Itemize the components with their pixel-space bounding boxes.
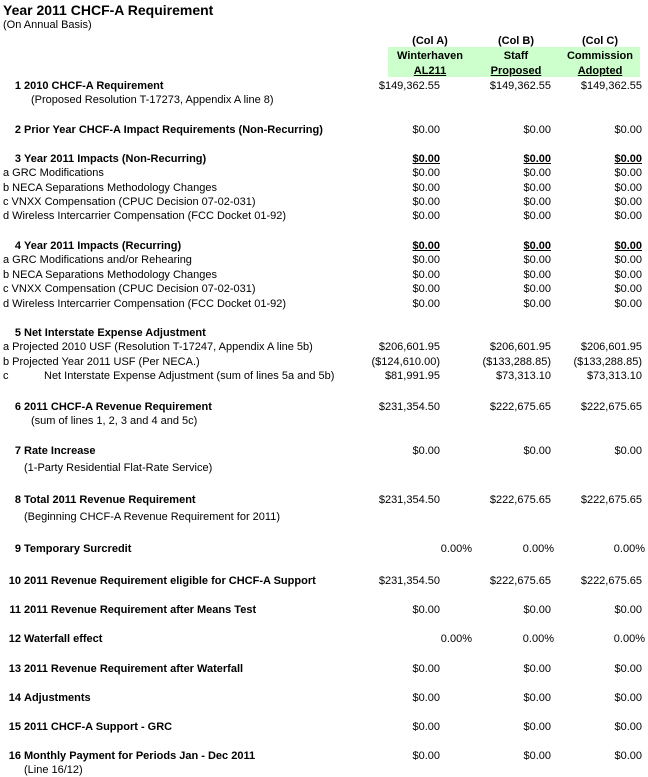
value-col-c: $0.00	[614, 604, 642, 616]
value-col-a: $0.00	[412, 663, 440, 675]
table-row	[0, 493, 648, 507]
value-col-b: $222,675.65	[489, 575, 551, 587]
table-row	[0, 181, 648, 195]
row-number: 15	[8, 721, 21, 733]
value-col-c: $0.00	[614, 240, 642, 252]
row-number: 10	[8, 575, 21, 587]
table-row-note	[0, 414, 648, 428]
row-number: 5	[14, 327, 21, 339]
row-number: 14	[8, 692, 21, 704]
value-col-a: $0.00	[412, 445, 440, 457]
table-row	[0, 574, 648, 588]
value-col-a: $0.00	[412, 240, 440, 252]
row-number: 1	[14, 80, 21, 92]
value-col-a: $0.00	[412, 254, 440, 266]
row-note: (1-Party Residential Flat-Rate Service)	[24, 462, 213, 474]
value-col-b: $0.00	[523, 750, 551, 762]
row-label: c VNXX Compensation (CPUC Decision 07-02-031)	[3, 283, 256, 295]
row-label: Prior Year CHCF-A Impact Requirements (Non-Recurring)	[24, 124, 323, 136]
value-col-a: $0.00	[412, 750, 440, 762]
table-row	[0, 123, 648, 137]
row-number: 6	[14, 401, 21, 413]
table-row	[0, 253, 648, 267]
table-row	[0, 691, 648, 705]
value-col-a: $0.00	[412, 182, 440, 194]
value-col-b: $0.00	[523, 692, 551, 704]
value-col-c: 0.00%	[613, 543, 645, 555]
table-row-note	[0, 461, 648, 475]
row-label: 2010 CHCF-A Requirement	[24, 80, 164, 92]
row-label-detail: Net Interstate Expense Adjustment (sum of lines 5a and 5b)	[44, 370, 335, 382]
value-col-b: $206,601.95	[489, 341, 551, 353]
report-title: Year 2011 CHCF-A Requirement	[3, 2, 214, 18]
table-row	[0, 79, 648, 93]
row-label: a GRC Modifications	[3, 167, 104, 179]
value-col-a: $0.00	[412, 283, 440, 295]
value-col-a: $0.00	[412, 167, 440, 179]
value-col-b: $0.00	[523, 283, 551, 295]
value-col-b: $0.00	[523, 182, 551, 194]
table-row	[0, 400, 648, 414]
value-col-b: $0.00	[523, 240, 551, 252]
column-a-tag: (Col A)	[412, 35, 448, 47]
value-col-a: $0.00	[412, 196, 440, 208]
table-row	[0, 166, 648, 180]
table-row	[0, 326, 648, 340]
column-b-line1: Staff	[503, 50, 529, 62]
value-col-c: $0.00	[614, 124, 642, 136]
value-col-c: ($133,288.85)	[573, 356, 642, 368]
value-col-a: $0.00	[412, 269, 440, 281]
value-col-c: $0.00	[614, 167, 642, 179]
table-row-note	[0, 510, 648, 524]
table-row-note	[0, 763, 648, 777]
table-row	[0, 239, 648, 253]
row-label: d Wireless Intercarrier Compensation (FCC Docket 01-92)	[3, 298, 287, 310]
value-col-b: $0.00	[523, 153, 551, 165]
value-col-c: $0.00	[614, 298, 642, 310]
table-row	[0, 444, 648, 458]
value-col-a: $0.00	[412, 692, 440, 704]
row-label: c	[3, 370, 9, 382]
value-col-a: 0.00%	[440, 543, 472, 555]
value-col-b: $0.00	[523, 269, 551, 281]
row-label: Total 2011 Revenue Requirement	[24, 494, 196, 506]
row-number: 16	[8, 750, 21, 762]
table-row	[0, 632, 648, 646]
value-col-a: $206,601.95	[378, 341, 440, 353]
row-note: (Proposed Resolution T-17273, Appendix A line 8)	[31, 94, 274, 106]
row-label: 2011 CHCF-A Support - GRC	[24, 721, 173, 733]
value-col-c: $0.00	[614, 692, 642, 704]
value-col-b: $0.00	[523, 298, 551, 310]
table-row	[0, 340, 648, 354]
value-col-c: $0.00	[614, 721, 642, 733]
column-header-a	[389, 34, 471, 79]
table-row	[0, 749, 648, 763]
row-label: 2011 Revenue Requirement after Waterfall	[24, 663, 244, 675]
row-note: (Beginning CHCF-A Revenue Requirement for 2011)	[24, 511, 280, 523]
row-number: 8	[14, 494, 21, 506]
value-col-c: $0.00	[614, 445, 642, 457]
row-label: Net Interstate Expense Adjustment	[24, 327, 206, 339]
value-col-a: $0.00	[412, 604, 440, 616]
value-col-a: $231,354.50	[378, 575, 440, 587]
row-label: Year 2011 Impacts (Non-Recurring)	[24, 153, 207, 165]
value-col-b: $222,675.65	[489, 401, 551, 413]
row-label: b NECA Separations Methodology Changes	[3, 269, 218, 281]
value-col-a: $0.00	[412, 298, 440, 310]
row-number: 7	[14, 445, 21, 457]
table-row	[0, 369, 648, 383]
row-number: 12	[8, 633, 21, 645]
column-header-b	[475, 34, 557, 79]
value-col-b: 0.00%	[522, 633, 554, 645]
row-label: a Projected 2010 USF (Resolution T-17247, Appendix A line 5b)	[3, 341, 313, 353]
value-col-c: $0.00	[614, 182, 642, 194]
row-note: (sum of lines 1, 2, 3 and 4 and 5c)	[31, 415, 198, 427]
value-col-a: $0.00	[412, 210, 440, 222]
value-col-c: 0.00%	[613, 633, 645, 645]
row-label: 2011 Revenue Requirement after Means Test	[24, 604, 257, 616]
row-number: 2	[14, 124, 21, 136]
table-row	[0, 152, 648, 166]
value-col-c: $206,601.95	[580, 341, 642, 353]
value-col-b: $0.00	[523, 196, 551, 208]
table-row	[0, 268, 648, 282]
value-col-a: $0.00	[412, 124, 440, 136]
table-row	[0, 603, 648, 617]
table-row	[0, 195, 648, 209]
row-label: b NECA Separations Methodology Changes	[3, 182, 218, 194]
value-col-c: $73,313.10	[586, 370, 642, 382]
column-b-tag: (Col B)	[497, 35, 535, 47]
table-row	[0, 355, 648, 369]
value-col-b: $0.00	[523, 663, 551, 675]
value-col-b: $0.00	[523, 167, 551, 179]
column-c-line2: Adopted	[577, 65, 623, 77]
row-label: Year 2011 Impacts (Recurring)	[24, 240, 182, 252]
row-label: Temporary Surcredit	[24, 543, 132, 555]
row-label: c VNXX Compensation (CPUC Decision 07-02-031)	[3, 196, 256, 208]
report-subtitle: (On Annual Basis)	[3, 19, 92, 31]
row-label: Monthly Payment for Periods Jan - Dec 2011	[24, 750, 256, 762]
value-col-b: $0.00	[523, 210, 551, 222]
row-label: Rate Increase	[24, 445, 96, 457]
value-col-c: $222,675.65	[580, 401, 642, 413]
value-col-a: 0.00%	[440, 633, 472, 645]
value-col-b: $222,675.65	[489, 494, 551, 506]
value-col-b: 0.00%	[522, 543, 554, 555]
column-c-tag: (Col C)	[581, 35, 619, 47]
column-a-line1: Winterhaven	[397, 50, 463, 62]
value-col-c: $0.00	[614, 283, 642, 295]
column-b-line2: Proposed	[490, 65, 542, 77]
table-row	[0, 209, 648, 223]
table-row	[0, 282, 648, 296]
row-label: Waterfall effect	[24, 633, 103, 645]
column-a-line2: AL211	[413, 65, 447, 77]
value-col-b: $0.00	[523, 445, 551, 457]
value-col-b: $73,313.10	[495, 370, 551, 382]
value-col-c: $0.00	[614, 153, 642, 165]
column-header-c	[559, 34, 641, 79]
value-col-a: $0.00	[412, 153, 440, 165]
value-col-c: $0.00	[614, 254, 642, 266]
row-number: 9	[14, 543, 21, 555]
row-number: 3	[14, 153, 21, 165]
value-col-c: $0.00	[614, 663, 642, 675]
value-col-b: $0.00	[523, 721, 551, 733]
row-number: 4	[14, 240, 21, 252]
table-row	[0, 662, 648, 676]
row-label: 2011 CHCF-A Revenue Requirement	[24, 401, 212, 413]
column-c-line1: Commission	[566, 50, 633, 62]
table-row	[0, 542, 648, 556]
row-label: Adjustments	[24, 692, 91, 704]
value-col-b: ($133,288.85)	[482, 356, 551, 368]
value-col-b: $149,362.55	[489, 80, 551, 92]
row-label: d Wireless Intercarrier Compensation (FCC Docket 01-92)	[3, 210, 287, 222]
value-col-c: $222,675.65	[580, 494, 642, 506]
row-label: 2011 Revenue Requirement eligible for CHCF-A Support	[24, 575, 316, 587]
value-col-c: $0.00	[614, 750, 642, 762]
table-row	[0, 297, 648, 311]
value-col-b: $0.00	[523, 254, 551, 266]
value-col-a: $81,991.95	[384, 370, 440, 382]
value-col-a: $231,354.50	[378, 494, 440, 506]
value-col-c: $0.00	[614, 196, 642, 208]
row-number: 13	[8, 663, 21, 675]
value-col-c: $149,362.55	[580, 80, 642, 92]
row-number: 11	[9, 604, 21, 616]
row-label: b Projected Year 2011 USF (Per NECA.)	[3, 356, 200, 368]
value-col-a: $231,354.50	[378, 401, 440, 413]
value-col-a: ($124,610.00)	[371, 356, 440, 368]
table-row-note	[0, 93, 648, 107]
row-note: (Line 16/12)	[24, 764, 83, 776]
value-col-b: $0.00	[523, 604, 551, 616]
row-label: a GRC Modifications and/or Rehearing	[3, 254, 192, 266]
value-col-c: $222,675.65	[580, 575, 642, 587]
value-col-a: $0.00	[412, 721, 440, 733]
table-row	[0, 720, 648, 734]
value-col-b: $0.00	[523, 124, 551, 136]
value-col-a: $149,362.55	[378, 80, 440, 92]
value-col-c: $0.00	[614, 269, 642, 281]
value-col-c: $0.00	[614, 210, 642, 222]
